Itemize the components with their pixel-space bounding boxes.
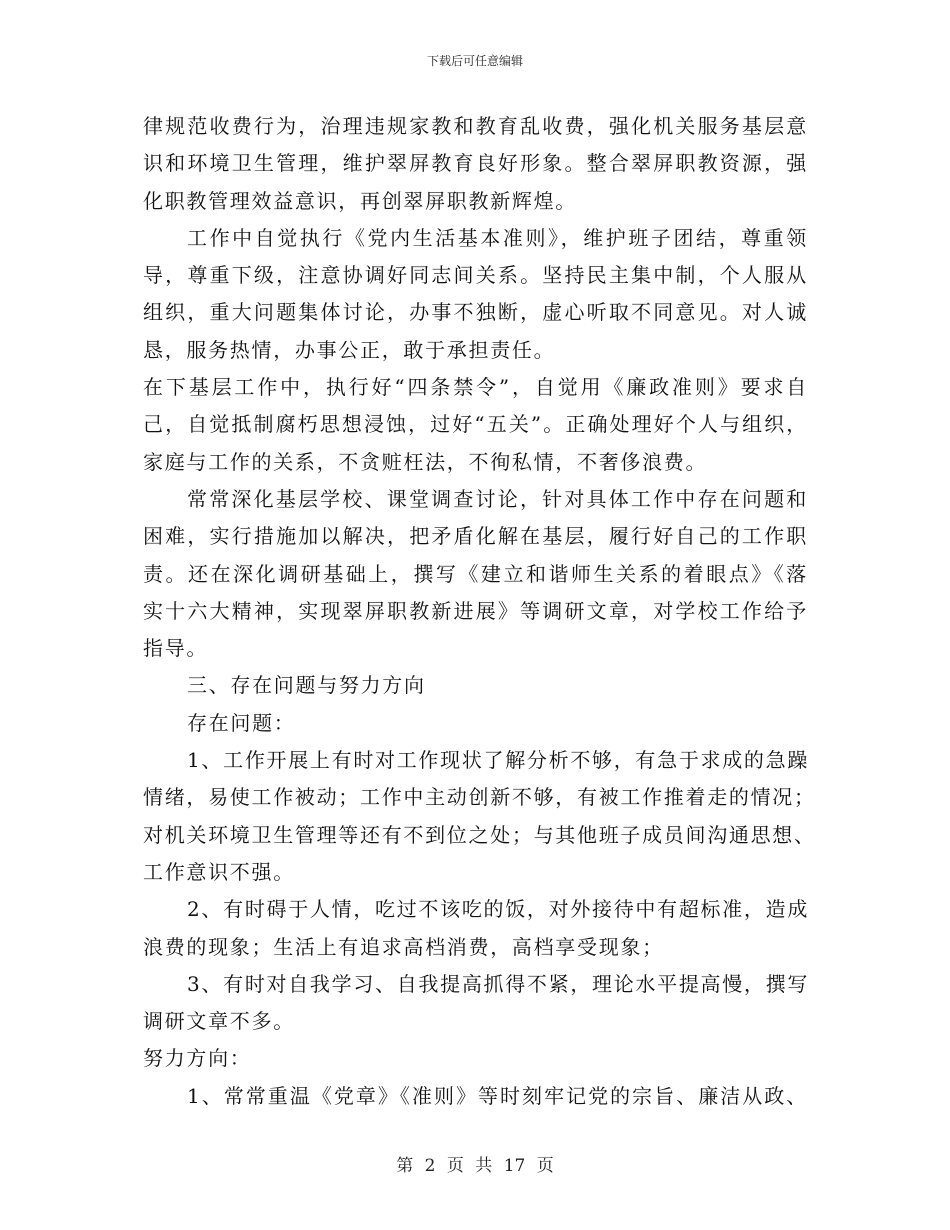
text-line: 化职教管理效益意识，再创翠屏职教新辉煌。 (143, 188, 577, 213)
text-line: 指导。 (143, 636, 209, 661)
text-line: 常常深化基层学校、课堂调查讨论，针对具体工作中存在问题和 (187, 486, 808, 511)
subheading: 努力方向： (143, 1046, 252, 1071)
text-line: 工作中自觉执行《党内生活基本准则》，维护班子团结，尊重领 (187, 225, 808, 250)
text-line: 工作意识不强。 (143, 859, 295, 884)
text-line: 1、常常重温《党章》《准则》等时刻牢记党的宗旨、廉洁从政、 (187, 1083, 808, 1108)
text-line: 2、有时碍于人情，吃过不该吃的饭，对外接待中有超标准，造成 (187, 897, 810, 922)
text-line: 浪费的现象；生活上有追求高档消费，高档享受现象； (143, 934, 664, 959)
text-line: 恳，服务热情，办事公正，敢于承担责任。 (143, 337, 556, 362)
page-header: 下载后可任意编辑 (426, 54, 523, 68)
section-heading: 三、存在问题与努力方向 (187, 673, 426, 698)
page-footer: 第 2 页 共 17 页 (396, 1156, 554, 1176)
text-line: 识和环境卫生管理，维护翠屏教育良好形象。整合翠屏职教资源，强 (143, 151, 808, 176)
text-line: 组织，重大问题集体讨论，办事不独断，虚心听取不同意见。对人诚 (143, 300, 808, 325)
text-line: 困难，实行措施加以解决，把矛盾化解在基层，履行好自己的工作职 (143, 524, 808, 549)
text-line: 对机关环境卫生管理等还有不到位之处；与其他班子成员间沟通思想、 (143, 822, 816, 847)
text-line: 律规范收费行为，治理违规家教和教育乱收费，强化机关服务基层意 (143, 114, 808, 138)
text-line: 在下基层工作中，执行好“四条禁令”，自觉用《廉政准则》要求自 (143, 375, 808, 400)
text-line: 实十六大精神，实现翠屏职教新进展》等调研文章，对学校工作给予 (143, 598, 808, 623)
text-line: 1、工作开展上有时对工作现状了解分析不够，有急于求成的急躁 (187, 748, 810, 773)
text-line: 3、有时对自我学习、自我提高抓得不紧，理论水平提高慢，撰写 (187, 971, 810, 996)
document-body (143, 108, 816, 1115)
subheading: 存在问题： (187, 710, 296, 735)
text-line: 导，尊重下级，注意协调好同志间关系。坚持民主集中制，个人服从 (143, 263, 808, 288)
text-line: 责。还在深化调研基础上，撰写《建立和谐师生关系的着眼点》《落 (143, 561, 808, 586)
text-line: 己，自觉抵制腐朽思想浸蚀，过好“五关”。正确处理好个人与组织， (143, 412, 808, 437)
text-line: 家庭与工作的关系，不贪赃枉法，不徇私情，不奢侈浪费。 (143, 449, 708, 474)
text-line: 情绪，易使工作被动；工作中主动创新不够，有被工作推着走的情况； (143, 785, 816, 810)
text-line: 调研文章不多。 (143, 1009, 295, 1034)
